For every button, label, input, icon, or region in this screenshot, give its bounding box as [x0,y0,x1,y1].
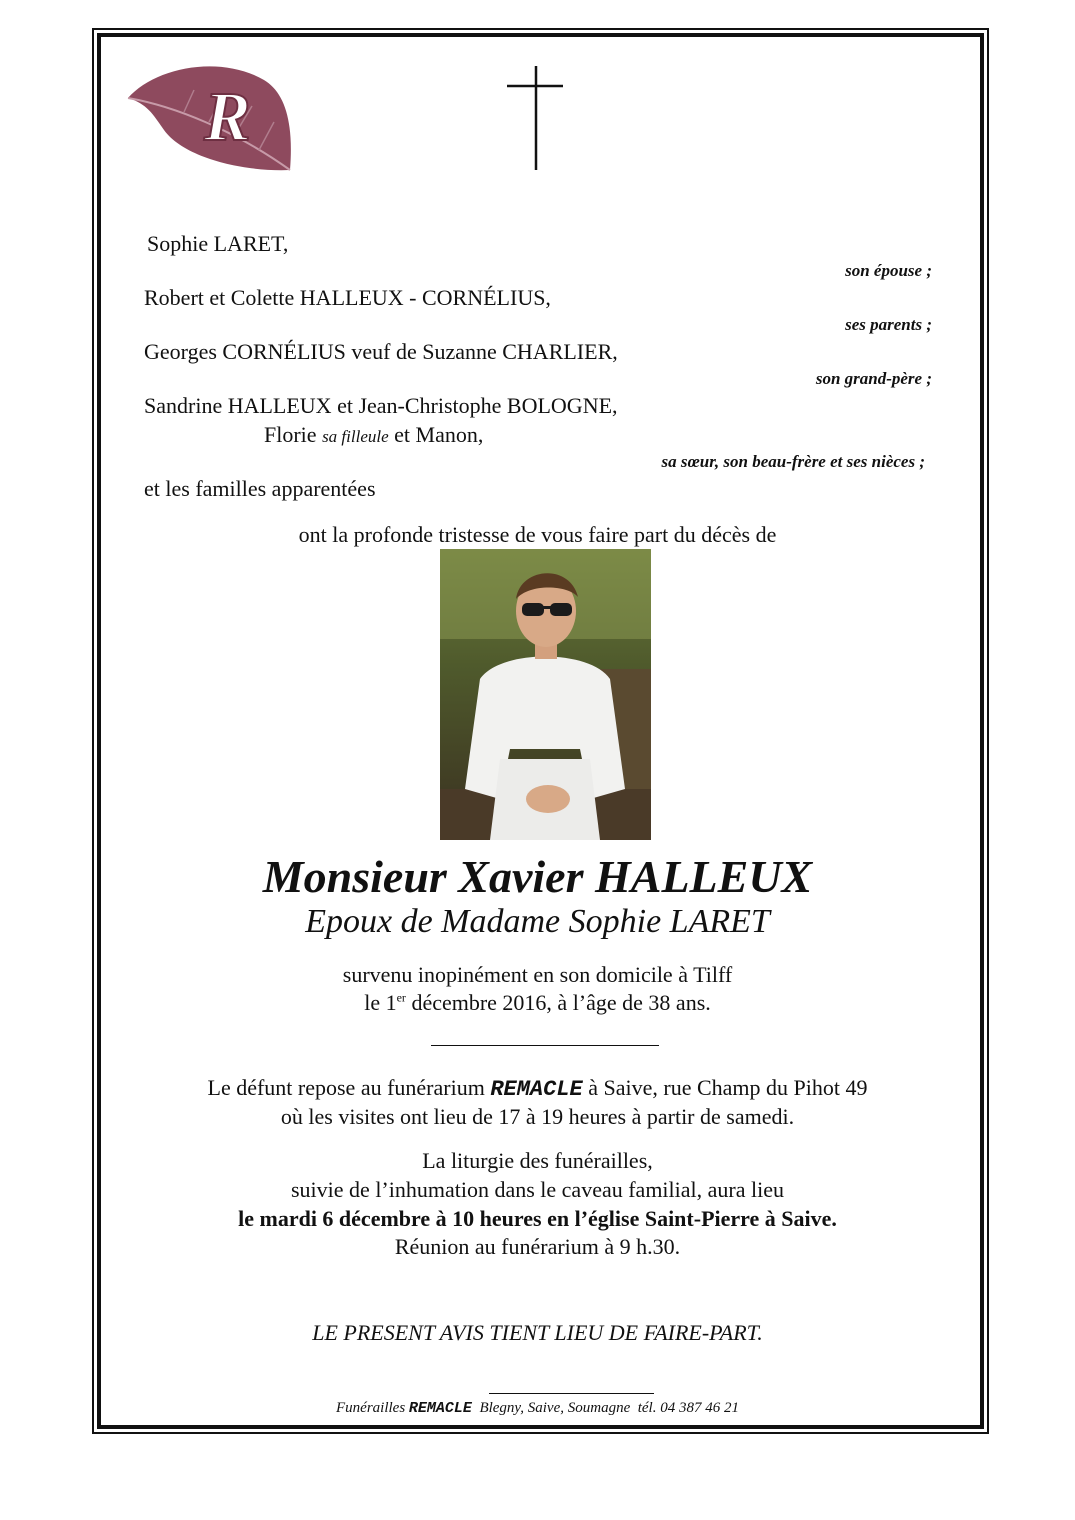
cross-icon [505,66,565,172]
footer-rule [489,1393,654,1394]
family-name-0: Sophie LARET, [147,231,289,256]
family-role-0: son épouse ; [845,261,932,280]
deceased-spouse: Epoux de Madame Sophie LARET [305,903,770,940]
notice-line: LE PRESENT AVIS TIENT LIEU DE FAIRE-PART. [312,1320,763,1345]
visit-brand: REMACLE [490,1077,583,1102]
funeral-line3: le mardi 6 décembre à 10 heures en l’église Saint-Pierre à Saive. [238,1206,837,1231]
date-post: décembre 2016, à l’âge de 38 ans. [405,990,711,1015]
visit-line1 [0,1075,1075,1102]
deceased-name: Monsieur Xavier HALLEUX [262,851,813,902]
family-name-3: Sandrine HALLEUX et Jean-Christophe BOLOGNE, [144,393,618,418]
florie-line [264,422,483,448]
logo-letter: R [204,79,251,156]
footer-line [0,1400,1075,1417]
funeral-line1: La liturgie des funérailles, [422,1148,653,1173]
family-name-1: Robert et Colette HALLEUX - CORNÉLIUS, [144,285,551,310]
deceased-line2 [0,990,1075,1016]
florie-note: sa filleule [322,427,389,446]
announcement: ont la profonde tristesse de vous faire part du décès de [298,522,777,547]
funeral-line2: suivie de l’inhumation dans le caveau familial, aura lieu [291,1177,784,1202]
florie-name: Florie [264,422,317,447]
deceased-photo [440,549,651,840]
separator-rule [431,1045,659,1046]
visit-post: à Saive, rue Champ du Pihot 49 [582,1075,868,1100]
footer-brand: REMACLE [408,1400,472,1417]
leaf-logo-icon [124,60,294,175]
family-role-1: ses parents ; [845,315,932,334]
visit-pre: Le défunt repose au funérarium [207,1075,491,1100]
florie-rest: et Manon, [394,422,484,447]
families-line: et les familles apparentées [144,476,376,501]
date-pre: le 1 [364,990,397,1015]
funeral-line4: Réunion au funérarium à 9 h.30. [394,1234,681,1259]
family-role-2: son grand-père ; [815,369,932,388]
footer-pre: Funérailles [336,1400,409,1416]
footer-post: Blegny, Saive, Soumagne tél. 04 387 46 21 [471,1400,739,1416]
date-sup: er [396,990,406,1005]
visit-line2: où les visites ont lieu de 17 à 19 heures à partir de samedi. [280,1104,795,1129]
deceased-line1: survenu inopinément en son domicile à Tilff [342,962,733,987]
family-name-2: Georges CORNÉLIUS veuf de Suzanne CHARLIER, [144,339,618,364]
role-siblings: sa sœur, son beau-frère et ses nièces ; [661,452,925,471]
